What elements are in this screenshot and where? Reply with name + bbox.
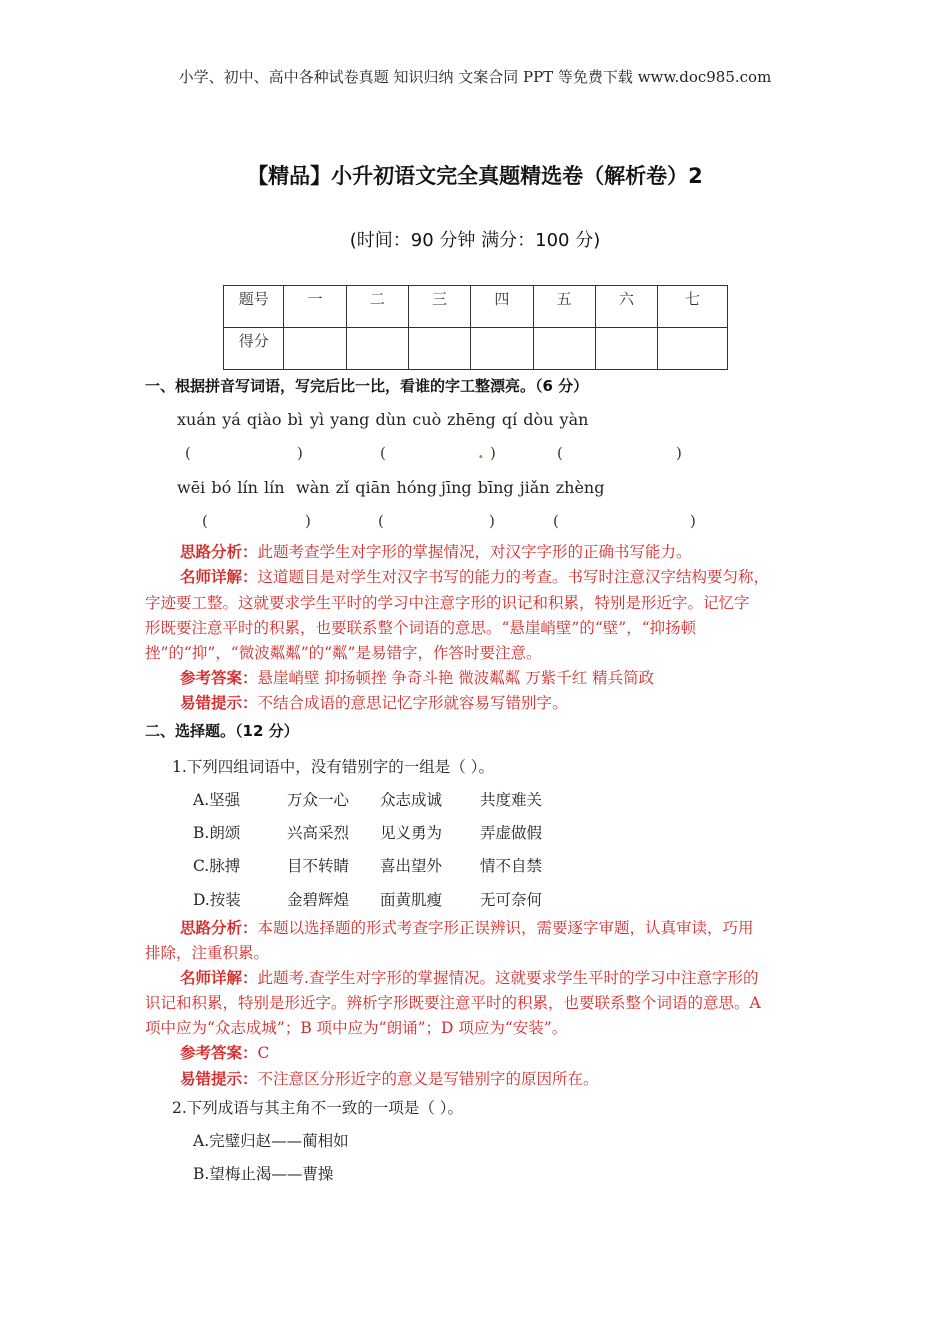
- answer-paren-open: (: [185, 444, 191, 462]
- q1-detail-line: 识记和积累，特别是形近字。辨析字形既要注意平时的积累，也要联系整个词语的意思。A: [145, 994, 761, 1012]
- tip-label: 易错提示：: [180, 694, 258, 712]
- score-table-col: 六: [595, 286, 657, 328]
- q2-option-b[interactable]: B.望梅止渴——曹操: [193, 1165, 334, 1183]
- answer-label: 参考答案：: [180, 1044, 258, 1062]
- answer-paren-close: ): [690, 512, 696, 530]
- q1-option-d[interactable]: D.按装: [193, 891, 241, 909]
- q2-stem: 2.下列成语与其主角不一致的一项是（ ）。: [172, 1099, 463, 1117]
- answer-paren-close: ): [305, 512, 311, 530]
- score-cell[interactable]: [408, 328, 470, 370]
- exam-info: (时间：90 分钟 满分：100 分): [349, 230, 601, 251]
- section1-heading: 一、根据拼音写词语，写完后比一比，看谁的字工整漂亮。（6 分）: [145, 377, 589, 395]
- answer-paren-open: (: [557, 444, 563, 462]
- s1-tip: [180, 691, 568, 713]
- pinyin-item: xuán yá qiào bì: [177, 410, 303, 429]
- score-cell[interactable]: [471, 328, 533, 370]
- q1-detail: [180, 966, 758, 988]
- tip-text: 不结合成语的意思记忆字形就容易写错别字。: [257, 694, 568, 712]
- answer-paren-close: ): [297, 444, 303, 462]
- score-cell[interactable]: [284, 328, 346, 370]
- q1-option-word: 万众一心: [287, 791, 350, 809]
- q1-stem: 1.下列四组词语中，没有错别字的一组是（ ）。: [172, 758, 494, 776]
- detail-label: 名师详解：: [180, 969, 258, 987]
- q1-detail-line: 项中应为“众志成城”；B 项中应为“朗诵”；D 项应为“安装”。: [145, 1019, 568, 1037]
- q1-option-word: 兴高采烈: [287, 824, 350, 842]
- s1-answer: [180, 666, 654, 688]
- score-table-col: 四: [471, 286, 533, 328]
- q1-analysis-line: 排除，注重积累。: [145, 944, 270, 962]
- detail-text: 这道题目是对学生对汉字书写的能力的考查。书写时注意汉字结构要匀称，: [257, 568, 770, 586]
- s1-detail-line: 字迹要工整。这就要求学生平时的学习中注意字形的识记和积累，特别是形近字。记忆字: [145, 594, 750, 612]
- score-table-row1-label: 题号: [224, 286, 284, 328]
- analysis-label: 思路分析：: [180, 919, 258, 937]
- analysis-text: 此题考查学生对字形的掌握情况，对汉字字形的正确书写能力。: [257, 543, 692, 561]
- q1-option-a[interactable]: A.坚强: [193, 791, 241, 809]
- answer-paren-open: (: [378, 512, 384, 530]
- score-table-col: 一: [284, 286, 346, 328]
- score-cell[interactable]: [595, 328, 657, 370]
- answer-label: 参考答案：: [180, 669, 258, 687]
- s1-detail: [180, 565, 769, 587]
- score-cell[interactable]: [533, 328, 595, 370]
- answer-paren-open: (: [553, 512, 559, 530]
- q1-option-word: 面黄肌瘦: [380, 891, 443, 909]
- q1-option-word: 见义勇为: [380, 824, 443, 842]
- score-table-col: 三: [408, 286, 470, 328]
- q2-option-a[interactable]: A.完璧归赵——蔺相如: [193, 1132, 349, 1150]
- q1-answer: [180, 1041, 269, 1063]
- answer-paren-open: (: [380, 444, 386, 462]
- q1-option-c[interactable]: C.脉搏: [193, 857, 241, 875]
- score-table-col: 五: [533, 286, 595, 328]
- pinyin-item: wàn zǐ qiān hóng: [296, 478, 438, 497]
- q1-analysis: [180, 916, 754, 938]
- detail-label: 名师详解：: [180, 568, 258, 586]
- pinyin-item: zhēng qí dòu yàn: [447, 410, 589, 429]
- s1-analysis: [180, 540, 692, 562]
- answer-paren-close: ): [490, 444, 496, 462]
- q1-option-word: 目不转睛: [287, 857, 350, 875]
- q1-option-word: 众志成诚: [380, 791, 443, 809]
- answer-paren-close: ): [676, 444, 682, 462]
- score-table-score-row: [224, 328, 728, 370]
- q1-option-word: 金碧辉煌: [287, 891, 350, 909]
- tip-text: 不注意区分形近字的意义是写错别字的原因所在。: [257, 1070, 599, 1088]
- section2-heading: 二、选择题。（12 分）: [145, 722, 299, 740]
- stray-dot: .: [478, 443, 484, 462]
- analysis-text: 本题以选择题的形式考查字形正误辨识，需要逐字审题，认真审读，巧用: [257, 919, 754, 937]
- answer-text: C: [257, 1044, 270, 1062]
- score-cell[interactable]: [658, 328, 728, 370]
- q1-option-word: 弄虚做假: [480, 824, 543, 842]
- answer-paren-open: (: [202, 512, 208, 530]
- score-table-col: 七: [658, 286, 728, 328]
- detail-text: 此题考.查学生对字形的掌握情况。这就要求学生平时的学习中注意字形的: [257, 969, 759, 987]
- pinyin-item: jīng bīng jiǎn zhèng: [441, 478, 605, 497]
- analysis-label: 思路分析：: [180, 543, 258, 561]
- score-table-col: 二: [346, 286, 408, 328]
- score-table: [223, 285, 728, 370]
- q1-option-word: 情不自禁: [480, 857, 543, 875]
- answer-text: 悬崖峭壁 抑扬顿挫 争奇斗艳 微波粼粼 万紫千红 精兵简政: [257, 669, 655, 687]
- pinyin-item: wēi bó lín lín: [177, 478, 285, 497]
- pinyin-item: yì yang dùn cuò: [310, 410, 442, 429]
- page-header: 小学、初中、高中各种试卷真题 知识归纳 文案合同 PPT 等免费下载 www.doc985.com: [178, 68, 772, 86]
- q1-option-word: 共度难关: [480, 791, 543, 809]
- s1-detail-line: 形既要注意平时的积累，也要联系整个词语的意思。“悬崖峭壁”的“壁”，“抑扬顿: [145, 619, 697, 637]
- score-table-row2-label: 得分: [224, 328, 284, 370]
- score-cell[interactable]: [346, 328, 408, 370]
- answer-paren-close: ): [489, 512, 495, 530]
- score-table-header-row: [224, 286, 728, 328]
- page-title: 【精品】小升初语文完全真题精选卷（解析卷）2: [247, 164, 703, 188]
- q1-tip: [180, 1067, 599, 1089]
- s1-detail-line: 挫”的“抑”，“微波粼粼”的“粼”是易错字，作答时要注意。: [145, 644, 542, 662]
- tip-label: 易错提示：: [180, 1070, 258, 1088]
- q1-option-b[interactable]: B.朗颂: [193, 824, 241, 842]
- q1-option-word: 喜出望外: [380, 857, 443, 875]
- q1-option-word: 无可奈何: [480, 891, 543, 909]
